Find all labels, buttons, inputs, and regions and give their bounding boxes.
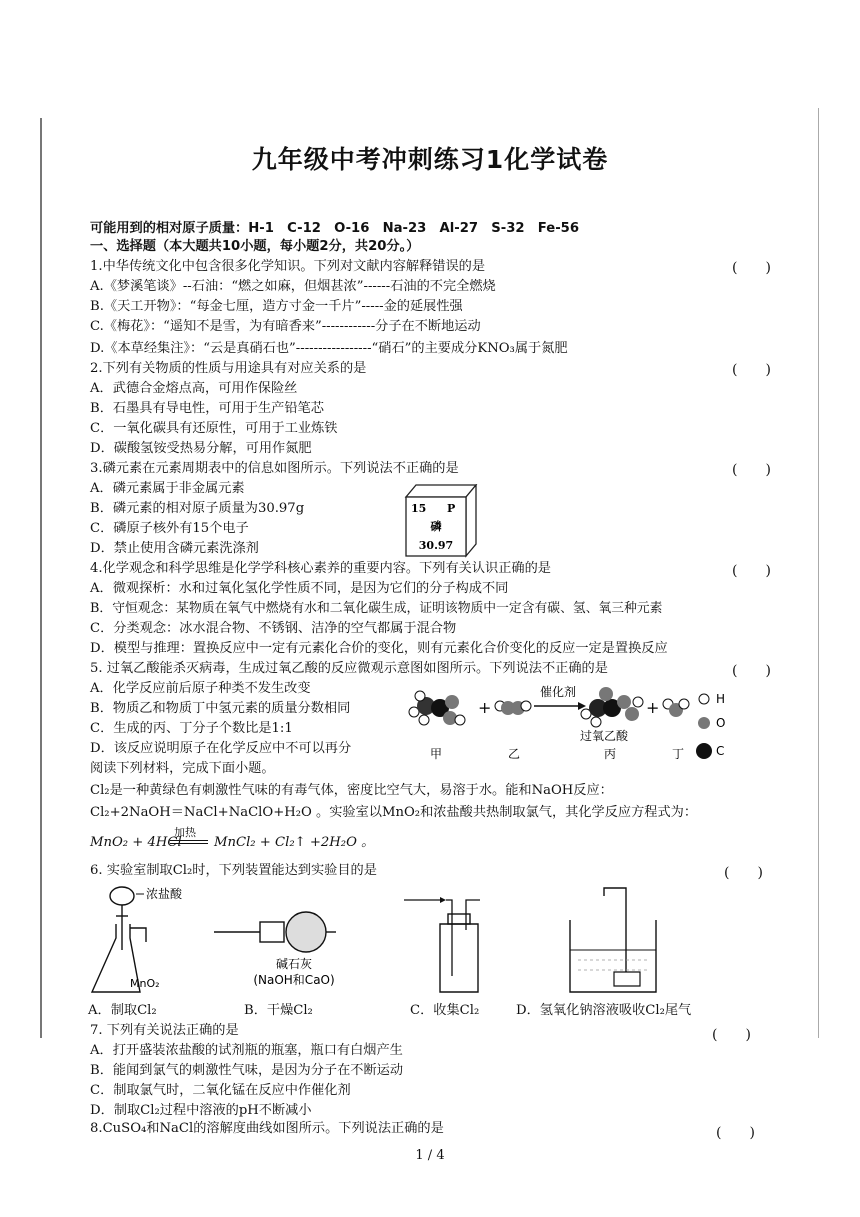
page-number: 1 / 4 <box>415 1148 445 1163</box>
q1-option-b: B.《天工开物》：“每金七厘，造方寸金一千片”-----金的延展性强 <box>90 299 463 314</box>
q4-stem: 4.化学观念和科学思维是化学学科核心素养的重要内容。下列有关认识正确的是 <box>90 561 551 576</box>
q7-option-b: B．能闻到氯气的刺激性气味，是因为分子在不断运动 <box>90 1063 404 1078</box>
lime-sub-label: (NaOH和CaO) <box>253 973 335 987</box>
legend-h-label: H <box>716 692 726 706</box>
q7-stem: 7. 下列有关说法正确的是 <box>90 1023 239 1038</box>
atom-h <box>415 691 425 701</box>
reading-intro: 阅读下列材料，完成下面小题。 <box>90 761 275 776</box>
q1-option-a: A.《梦溪笔谈》--石油：“燃之如麻，但烟甚浓”------石油的不完全燃烧 <box>90 279 496 294</box>
q2-option-d: D．碳酸氢铵受热易分解，可用作氮肥 <box>90 441 312 456</box>
q4-option-c: C．分类观念：冰水混合物、不锈钢、洁净的空气都属于混合物 <box>90 621 457 636</box>
plus-sign: + <box>478 698 492 717</box>
legend-c-swatch <box>696 743 712 759</box>
legend-h-swatch <box>699 694 709 704</box>
reaction-diagram <box>400 682 740 778</box>
tube-stopper <box>260 922 284 942</box>
q2-stem: 2.下列有关物质的性质与用途具有对应关系的是 <box>90 361 367 376</box>
q4-answer-paren: ( ) <box>732 563 771 579</box>
equation-right: MnCl₂ + Cl₂↑ +2H₂O 。 <box>214 835 375 850</box>
atom-h <box>455 715 465 725</box>
bottle-long-tube <box>446 900 452 976</box>
q2-option-c: C．一氧化碳具有还原性，可用于工业炼铁 <box>90 421 338 436</box>
q6-option-c: C．收集Cl₂ <box>410 1003 480 1018</box>
reading-paragraph-1: Cl₂是一种黄绿色有刺激性气味的有毒气体，密度比空气大，易溶于水。能和NaOH反应： <box>90 783 613 798</box>
atom-o <box>625 707 639 721</box>
bottle-stopper <box>448 914 470 924</box>
periodic-cell-figure <box>402 484 480 558</box>
mno2-label: MnO₂ <box>130 977 160 990</box>
cell-atomic-mass: 30.97 <box>418 539 454 552</box>
beaker <box>570 920 656 992</box>
page-edge-left <box>40 118 42 1038</box>
q4-option-d: D．模型与推理：置换反应中一定有元素化合价的变化，则有元素化合价变化的反应一定是置换反应 <box>90 641 668 656</box>
q2-option-b: B．石墨具有导电性，可用于生产铅笔芯 <box>90 401 324 416</box>
label-ding: 丁 <box>671 747 685 761</box>
acid-label: 浓盐酸 <box>146 887 183 901</box>
label-jia: 甲 <box>429 747 443 761</box>
apparatus-d-beaker <box>570 888 656 992</box>
delivery-tube <box>130 928 146 942</box>
molecule-yi <box>495 701 531 715</box>
q3-option-c: C．磷原子核外有15个电子 <box>90 521 249 536</box>
q7-option-c: C．制取氯气时，二氧化锰在反应中作催化剂 <box>90 1083 351 1098</box>
cell-top-face <box>406 485 476 497</box>
legend-c-label: C <box>716 744 725 758</box>
q3-answer-paren: ( ) <box>732 462 771 478</box>
q1-stem: 1.中华传统文化中包含很多化学知识。下列对文献内容解释错误的是 <box>90 259 486 274</box>
q5-option-a: A．化学反应前后原子种类不发生改变 <box>90 681 311 696</box>
q8-stem: 8.CuSO₄和NaCl的溶解度曲线如图所示。下列说法正确的是 <box>90 1121 444 1136</box>
q3-option-d: D．禁止使用含磷元素洗涤剂 <box>90 541 259 556</box>
q5-option-c: C．生成的丙、丁分子个数比是1:1 <box>90 721 293 736</box>
q6-option-a: A．制取Cl₂ <box>88 1003 157 1018</box>
apparatus-figure <box>84 880 724 1005</box>
q6-answer-paren: ( ) <box>724 865 763 881</box>
cell-element-name: 磷 <box>430 520 442 533</box>
q1-answer-paren: ( ) <box>732 260 771 276</box>
atom-o <box>599 687 613 701</box>
atom-h <box>591 717 601 727</box>
q1-option-d: D.《本草经集注》：“云是真硝石也”-----------------“硝石”的主要成分KNO₃属于氮肥 <box>90 341 568 356</box>
q5-option-b: B．物质乙和物质丁中氢元素的质量分数相同 <box>90 701 351 716</box>
atom-o <box>445 695 459 709</box>
q7-option-d: D．制取Cl₂过程中溶液的pH不断减小 <box>90 1103 312 1118</box>
legend-o-label: O <box>716 716 726 730</box>
reading-paragraph-2: Cl₂+2NaOH＝NaCl+NaClO+H₂O 。实验室以MnO₂和浓盐酸共热制取氯气，其化学反应方程式为： <box>90 805 698 820</box>
equation-left: MnO₂ + 4HCl <box>90 835 182 850</box>
equation-line-top <box>170 840 208 841</box>
apparatus-b-drying-tube <box>214 912 336 987</box>
lime-label: 碱石灰 <box>275 957 313 971</box>
drying-bulb <box>286 912 326 952</box>
inlet-arrow-head <box>440 897 446 903</box>
q4-option-a: A．微观探析：水和过氧化氢化学性质不同，是因为它们的分子构成不同 <box>90 581 509 596</box>
molecule-bing <box>581 687 643 727</box>
catalyst-label: 催化剂 <box>540 685 577 699</box>
label-yi: 乙 <box>507 747 521 761</box>
label-bing: 丙 <box>603 747 617 761</box>
apparatus-c-collection-bottle <box>404 897 480 992</box>
q4-option-b: B．守恒观念：某物质在氧气中燃烧有水和二氧化碳生成，证明该物质中一定含有碳、氢、氧三种元素 <box>90 601 663 616</box>
cell-symbol: P <box>447 502 456 515</box>
molecule-ding <box>663 699 689 717</box>
q3-stem: 3.磷元素在元素周期表中的信息如图所示。下列说法不正确的是 <box>90 461 459 476</box>
q6-stem: 6. 实验室制取Cl₂时，下列装置能达到实验目的是 <box>90 863 377 878</box>
molecule-jia <box>409 691 465 725</box>
section-heading: 一、选择题（本大题共10小题，每小题2分，共20分。） <box>90 239 420 254</box>
cell-side-face <box>466 485 476 556</box>
q2-answer-paren: ( ) <box>732 362 771 378</box>
apparatus-a-generator <box>92 886 183 992</box>
equation-line-bottom <box>170 843 208 844</box>
q1-option-c: C.《梅花》：“遥知不是雪，为有暗香来”------------分子在不断地运动 <box>90 319 481 334</box>
q5-answer-paren: ( ) <box>732 663 771 679</box>
q8-answer-paren: ( ) <box>716 1125 755 1141</box>
q2-option-a: A．武德合金熔点高，可用作保险丝 <box>90 381 298 396</box>
q6-option-d: D．氢氧化钠溶液吸收Cl₂尾气 <box>516 1003 692 1018</box>
atom-h <box>419 715 429 725</box>
product-name: 过氧乙酸 <box>580 729 629 743</box>
absorption-tube <box>604 888 626 972</box>
q7-option-a: A．打开盛装浓盐酸的试剂瓶的瓶塞，瓶口有白烟产生 <box>90 1043 403 1058</box>
page-edge-right <box>818 108 819 1038</box>
q5-option-d: D．该反应说明原子在化学反应中不可以再分 <box>90 741 352 756</box>
q3-option-a: A．磷元素属于非金属元素 <box>90 481 245 496</box>
page-title: 九年级中考冲刺练习1化学试卷 <box>251 145 609 174</box>
q5-stem: 5. 过氧乙酸能杀灭病毒，生成过氧乙酸的反应微观示意图如图所示。下列说法不正确的是 <box>90 661 608 676</box>
q6-option-b: B．干燥Cl₂ <box>244 1003 313 1018</box>
q3-option-b: B．磷元素的相对原子质量为30.97g <box>90 501 305 516</box>
q7-answer-paren: ( ) <box>712 1027 751 1043</box>
atom-h <box>521 701 531 711</box>
plus-sign: + <box>646 698 660 717</box>
atom-h <box>679 699 689 709</box>
cell-atomic-number: 15 <box>411 502 427 515</box>
atom-o <box>617 695 631 709</box>
atom-h <box>633 697 643 707</box>
bottle-body <box>440 924 478 992</box>
inverted-funnel <box>614 972 640 986</box>
separatory-funnel <box>110 887 134 905</box>
legend-o-swatch <box>698 717 710 729</box>
atomic-masses: 可能用到的相对原子质量：H-1 C-12 O-16 Na-23 Al-27 S-32 Fe-56 <box>90 221 580 236</box>
equation-condition: 加热 <box>174 826 196 839</box>
